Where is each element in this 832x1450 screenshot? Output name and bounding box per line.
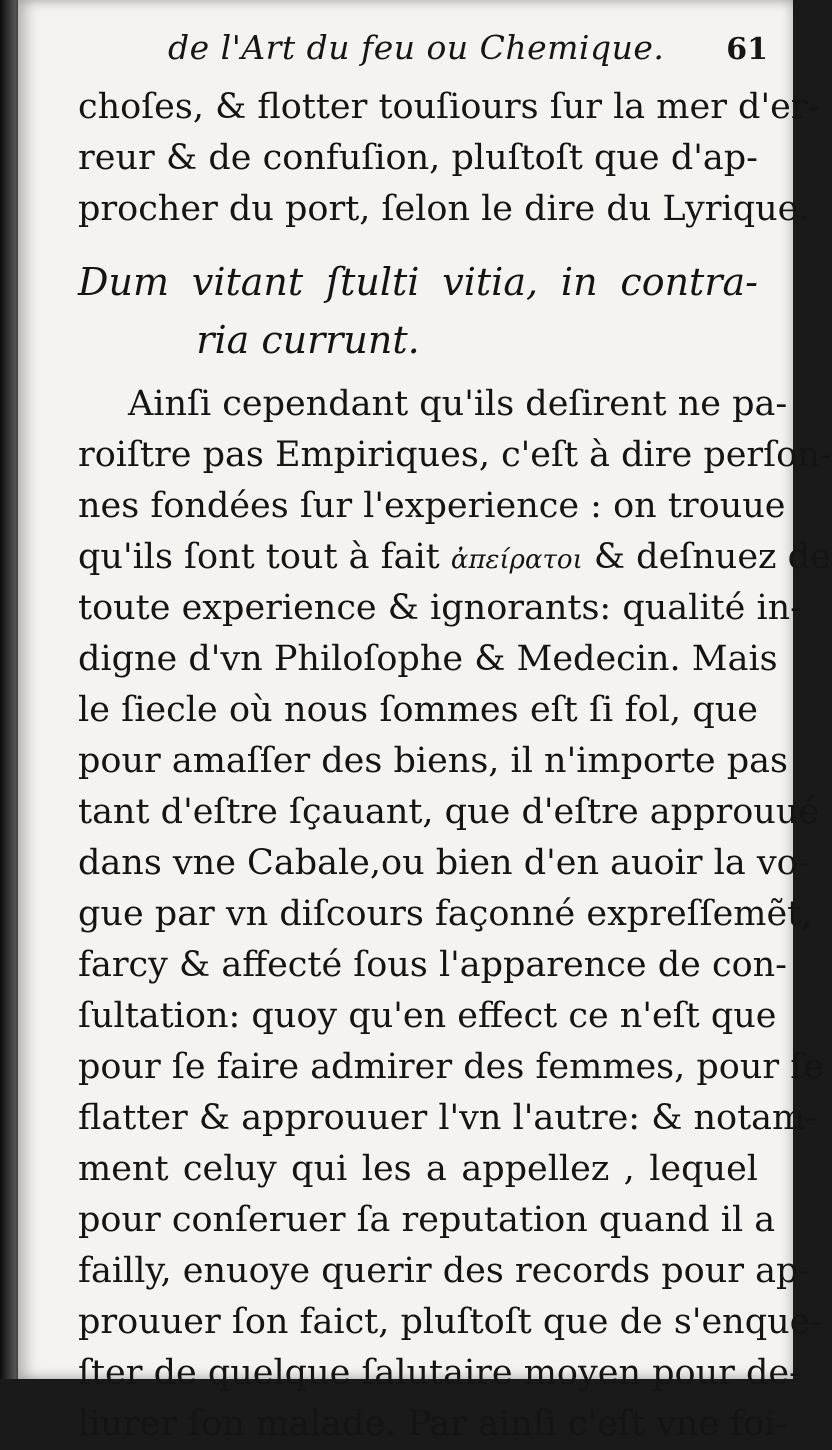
running-title: de l'Art du feu ou Chemique.	[168, 28, 665, 67]
text-line: reur & de confuſion, pluſtoſt que d'ap-	[78, 138, 758, 178]
text-line: flatter & approuuer l'vn l'autre: & notam-	[78, 1098, 818, 1138]
text-line: liurer ſon malade. Par ainſi c'eſt vne foi-	[78, 1404, 788, 1444]
text-line: dans vne Cabale,ou bien d'en auoir la vo-	[78, 843, 810, 883]
text-line: gue par vn diſcours façonné expreſſemẽt,	[78, 894, 813, 934]
running-header	[168, 22, 768, 82]
greek-word: ἀπείρατοι	[450, 545, 583, 575]
text-line: Ainſi cependant qu'ils deſirent ne pa-	[128, 384, 788, 424]
text-line: nes fondées ſur l'experience : on trouue	[78, 486, 786, 526]
text-line: le ſiecle où nous ſommes eſt ſi fol, que	[78, 690, 758, 730]
book-page	[18, 0, 832, 1444]
text-line-with-greek	[78, 532, 831, 583]
text-line: ſter de quelque ſalutaire moyen pour de-	[78, 1353, 801, 1393]
text-line: failly, enuoye querir des records pour ap-	[78, 1251, 811, 1291]
page-number: 61	[726, 32, 768, 67]
paragraph-gap	[78, 369, 758, 379]
text-line: toute experience & ignorants: qualité in-	[78, 588, 803, 628]
text-line: tant d'eſtre ſçauant, que d'eſtre approuué	[78, 792, 820, 832]
text-fragment: qu'ils ſont tout à fait	[78, 537, 440, 577]
text-line: digne d'vn Philoſophe & Medecin. Mais	[78, 639, 778, 679]
body-text	[78, 82, 832, 1450]
text-line: choſes, & flotter touſiours ſur la mer d'er-	[78, 87, 820, 127]
text-line: procher du port, ſelon le dire du Lyrique.	[78, 189, 810, 229]
latin-quote-line: ria currunt.	[196, 318, 420, 362]
text-line: ſultation: quoy qu'en effect ce n'eſt que	[78, 996, 777, 1036]
text-line: ment celuy qui les a appellez , lequel	[78, 1149, 758, 1189]
text-line: pour amaſſer des biens, il n'importe pas	[78, 741, 788, 781]
text-line: farcy & affecté ſous l'apparence de con-	[78, 945, 788, 985]
latin-quote-line: Dum vitant ſtulti vitia, in contra-	[78, 260, 758, 304]
text-line: pour conſeruer ſa reputation quand il a	[78, 1200, 776, 1240]
text-line: pour ſe faire admirer des femmes, pour ſe	[78, 1047, 824, 1087]
text-fragment: & deſnuez de	[593, 537, 831, 577]
text-line: roiſtre pas Empiriques, c'eſt à dire perſon-	[78, 435, 832, 475]
text-line: prouuer ſon faict, pluſtoſt que de s'enque-	[78, 1302, 823, 1342]
